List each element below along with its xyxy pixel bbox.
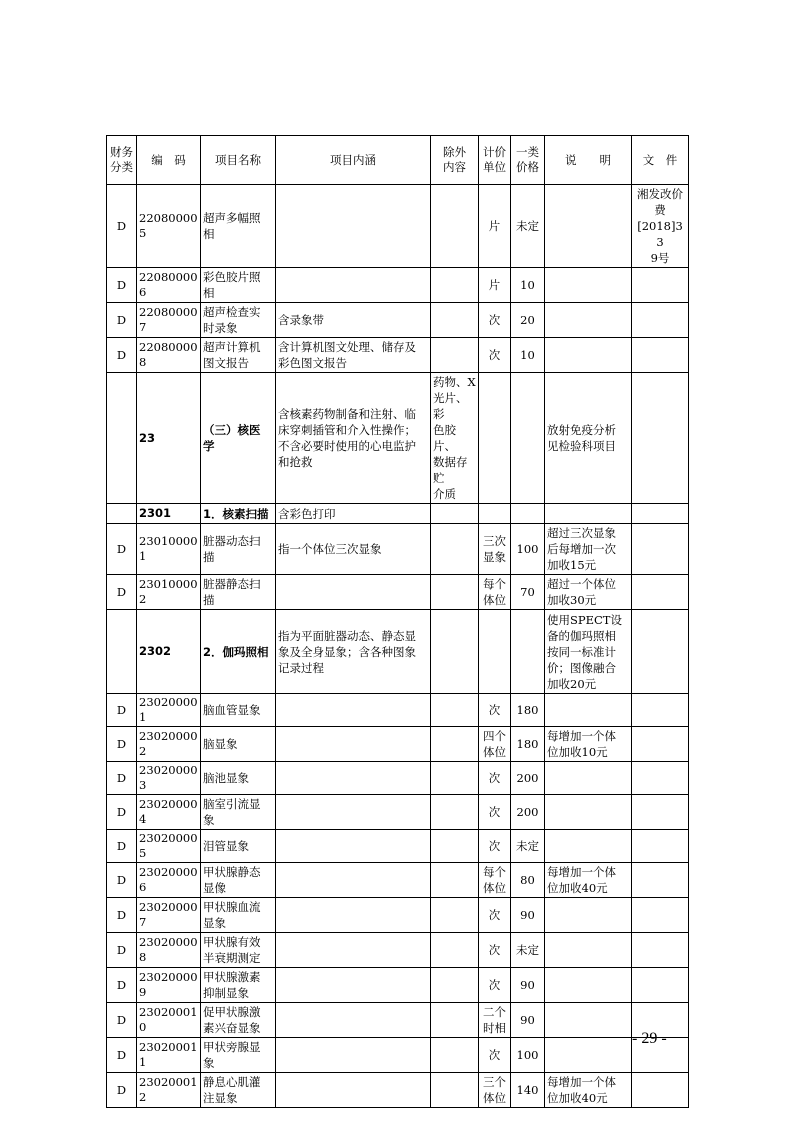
header-note: 说 明: [545, 136, 632, 185]
cell-content: [276, 1038, 431, 1073]
cell-name: 超声多幅照 相: [201, 185, 276, 268]
cell-code: 230100002: [137, 575, 201, 610]
table-row: [107, 968, 689, 1003]
cell-price: 200: [511, 762, 545, 795]
table-row: [107, 185, 689, 268]
header-excluded: 除外 内容: [431, 136, 479, 185]
table-row: [107, 504, 689, 524]
cell-category: D: [107, 338, 137, 373]
cell-note: [545, 504, 632, 524]
cell-document: [632, 694, 689, 727]
cell-price: 140: [511, 1073, 545, 1108]
cell-excluded: [431, 1073, 479, 1108]
table-row: [107, 1038, 689, 1073]
cell-document: [632, 373, 689, 504]
cell-category: D: [107, 1073, 137, 1108]
cell-document: [632, 830, 689, 863]
cell-document: [632, 762, 689, 795]
cell-price: 未定: [511, 185, 545, 268]
cell-document: [632, 524, 689, 575]
cell-note: [545, 268, 632, 303]
cell-name: 脑室引流显 象: [201, 795, 276, 830]
cell-code: 220800008: [137, 338, 201, 373]
cell-unit: 三次 显象: [479, 524, 511, 575]
cell-document: [632, 575, 689, 610]
cell-price: 180: [511, 727, 545, 762]
cell-code: 230200002: [137, 727, 201, 762]
cell-note: [545, 694, 632, 727]
cell-code: 230200008: [137, 933, 201, 968]
table-row: [107, 795, 689, 830]
cell-code: 230200010: [137, 1003, 201, 1038]
cell-note: [545, 795, 632, 830]
cell-category: D: [107, 268, 137, 303]
cell-name: 甲状旁腺显 象: [201, 1038, 276, 1073]
cell-name: 甲状腺静态 显像: [201, 863, 276, 898]
cell-content: [276, 268, 431, 303]
cell-excluded: [431, 575, 479, 610]
cell-category: D: [107, 968, 137, 1003]
cell-name: 甲状腺血流 显象: [201, 898, 276, 933]
cell-note: [545, 338, 632, 373]
cell-price: 未定: [511, 933, 545, 968]
cell-category: [107, 373, 137, 504]
cell-unit: 次: [479, 1038, 511, 1073]
table-row: [107, 575, 689, 610]
cell-unit: 四个 体位: [479, 727, 511, 762]
cell-code: 230100001: [137, 524, 201, 575]
cell-code: 230200001: [137, 694, 201, 727]
cell-note: [545, 1038, 632, 1073]
cell-unit: 次: [479, 830, 511, 863]
cell-price: 10: [511, 338, 545, 373]
cell-note: 每增加一个体 位加收40元: [545, 1073, 632, 1108]
cell-code: 220800005: [137, 185, 201, 268]
cell-name: 促甲状腺激 素兴奋显象: [201, 1003, 276, 1038]
cell-unit: 三个 体位: [479, 1073, 511, 1108]
cell-unit: 次: [479, 338, 511, 373]
cell-note: [545, 968, 632, 1003]
table-row: [107, 610, 689, 694]
table-body: [107, 185, 689, 1108]
cell-document: [632, 338, 689, 373]
cell-price: [511, 610, 545, 694]
cell-content: [276, 185, 431, 268]
cell-name: 彩色胶片照 相: [201, 268, 276, 303]
cell-excluded: [431, 338, 479, 373]
cell-content: [276, 694, 431, 727]
header-category: 财务 分类: [107, 136, 137, 185]
cell-unit: 次: [479, 694, 511, 727]
cell-price: 90: [511, 1003, 545, 1038]
cell-content: [276, 898, 431, 933]
cell-excluded: [431, 762, 479, 795]
cell-name: 脑池显象: [201, 762, 276, 795]
table-row: [107, 863, 689, 898]
cell-excluded: [431, 933, 479, 968]
cell-price: [511, 373, 545, 504]
cell-content: [276, 795, 431, 830]
cell-excluded: [431, 795, 479, 830]
cell-excluded: [431, 610, 479, 694]
cell-category: [107, 610, 137, 694]
cell-category: D: [107, 762, 137, 795]
cell-price: 100: [511, 1038, 545, 1073]
cell-code: 230200004: [137, 795, 201, 830]
table-row: [107, 762, 689, 795]
cell-content: 含核素药物制备和注射、临 床穿刺插管和介入性操作； 不含必要时使用的心电监护 和抢救: [276, 373, 431, 504]
cell-code: 230200006: [137, 863, 201, 898]
cell-note: 超过一个体位 加收30元: [545, 575, 632, 610]
cell-content: [276, 830, 431, 863]
header-unit: 计价 单位: [479, 136, 511, 185]
cell-unit: [479, 504, 511, 524]
cell-name: 1．核素扫描: [201, 504, 276, 524]
cell-excluded: [431, 898, 479, 933]
cell-note: [545, 762, 632, 795]
cell-code: 220800007: [137, 303, 201, 338]
cell-code: 230200005: [137, 830, 201, 863]
header-content: 项目内涵: [276, 136, 431, 185]
cell-category: D: [107, 933, 137, 968]
cell-note: 每增加一个体 位加收40元: [545, 863, 632, 898]
cell-excluded: [431, 727, 479, 762]
cell-name: 脏器动态扫 描: [201, 524, 276, 575]
cell-name: 脑血管显象: [201, 694, 276, 727]
cell-code: 220800006: [137, 268, 201, 303]
cell-excluded: [431, 268, 479, 303]
cell-name: 脑显象: [201, 727, 276, 762]
table-row: [107, 303, 689, 338]
table-row: [107, 1003, 689, 1038]
cell-category: D: [107, 575, 137, 610]
cell-code: 230200012: [137, 1073, 201, 1108]
cell-price: 10: [511, 268, 545, 303]
cell-excluded: [431, 504, 479, 524]
cell-content: 指一个体位三次显象: [276, 524, 431, 575]
cell-name: （三）核医 学: [201, 373, 276, 504]
cell-note: [545, 303, 632, 338]
cell-document: [632, 795, 689, 830]
table-row: [107, 1073, 689, 1108]
cell-unit: 次: [479, 795, 511, 830]
page-number: - 29 -: [632, 1030, 667, 1047]
cell-excluded: [431, 1038, 479, 1073]
table-row: [107, 338, 689, 373]
cell-document: 湘发改价 费 [2018]33 9号: [632, 185, 689, 268]
cell-excluded: [431, 524, 479, 575]
table-row: [107, 727, 689, 762]
cell-content: [276, 727, 431, 762]
cell-excluded: 药物、X 光片、彩 色胶片、 数据存贮 介质: [431, 373, 479, 504]
cell-unit: [479, 373, 511, 504]
cell-category: D: [107, 863, 137, 898]
cell-unit: 次: [479, 968, 511, 1003]
cell-price: 90: [511, 898, 545, 933]
cell-price: 90: [511, 968, 545, 1003]
cell-content: [276, 968, 431, 1003]
cell-code: 2302: [137, 610, 201, 694]
cell-note: 使用SPECT设 备的伽玛照相 按同一标准计 价；图像融合 加收20元: [545, 610, 632, 694]
cell-unit: 每个 体位: [479, 575, 511, 610]
cell-category: D: [107, 694, 137, 727]
cell-document: [632, 727, 689, 762]
cell-document: [632, 504, 689, 524]
cell-content: 含彩色打印: [276, 504, 431, 524]
cell-name: 2．伽玛照相: [201, 610, 276, 694]
cell-content: [276, 762, 431, 795]
cell-price: 100: [511, 524, 545, 575]
cell-category: D: [107, 524, 137, 575]
cell-unit: 次: [479, 303, 511, 338]
cell-content: [276, 1003, 431, 1038]
cell-name: 脏器静态扫 描: [201, 575, 276, 610]
cell-unit: 次: [479, 933, 511, 968]
cell-name: 超声计算机 图文报告: [201, 338, 276, 373]
cell-unit: [479, 610, 511, 694]
cell-code: 230200009: [137, 968, 201, 1003]
cell-excluded: [431, 863, 479, 898]
table-row: [107, 524, 689, 575]
cell-price: 80: [511, 863, 545, 898]
cell-price: 200: [511, 795, 545, 830]
fee-table: [106, 135, 689, 1108]
cell-name: 甲状腺激素 抑制显象: [201, 968, 276, 1003]
cell-code: 230200007: [137, 898, 201, 933]
header-code: 编 码: [137, 136, 201, 185]
cell-category: D: [107, 1038, 137, 1073]
header-name: 项目名称: [201, 136, 276, 185]
cell-category: [107, 504, 137, 524]
cell-note: [545, 1003, 632, 1038]
table-row: [107, 933, 689, 968]
cell-note: 每增加一个体 位加收10元: [545, 727, 632, 762]
cell-note: 超过三次显象 后每增加一次 加收15元: [545, 524, 632, 575]
cell-content: [276, 933, 431, 968]
cell-note: 放射免疫分析 见检验科项目: [545, 373, 632, 504]
cell-price: [511, 504, 545, 524]
cell-excluded: [431, 303, 479, 338]
table-header-row: [107, 136, 689, 185]
header-document: 文 件: [632, 136, 689, 185]
cell-unit: 次: [479, 898, 511, 933]
cell-excluded: [431, 185, 479, 268]
cell-name: 静息心肌灌 注显象: [201, 1073, 276, 1108]
cell-code: 230200011: [137, 1038, 201, 1073]
cell-note: [545, 830, 632, 863]
cell-category: D: [107, 830, 137, 863]
cell-category: D: [107, 303, 137, 338]
cell-content: [276, 863, 431, 898]
cell-category: D: [107, 185, 137, 268]
cell-category: D: [107, 727, 137, 762]
cell-unit: 每个 体位: [479, 863, 511, 898]
cell-document: [632, 863, 689, 898]
table-row: [107, 268, 689, 303]
cell-document: [632, 933, 689, 968]
cell-content: 指为平面脏器动态、静态显 象及全身显象；含各种图象 记录过程: [276, 610, 431, 694]
table-row: [107, 898, 689, 933]
cell-category: D: [107, 1003, 137, 1038]
cell-price: 20: [511, 303, 545, 338]
cell-excluded: [431, 830, 479, 863]
cell-document: [632, 610, 689, 694]
cell-price: 180: [511, 694, 545, 727]
cell-document: [632, 1073, 689, 1108]
cell-category: D: [107, 795, 137, 830]
table-row: [107, 830, 689, 863]
header-price: 一类 价格: [511, 136, 545, 185]
cell-content: [276, 1073, 431, 1108]
cell-excluded: [431, 694, 479, 727]
cell-code: 230200003: [137, 762, 201, 795]
cell-name: 超声检查实 时录象: [201, 303, 276, 338]
cell-name: 甲状腺有效 半衰期测定: [201, 933, 276, 968]
cell-unit: 二个 时相: [479, 1003, 511, 1038]
cell-content: 含计算机图文处理、储存及 彩色图文报告: [276, 338, 431, 373]
cell-document: [632, 303, 689, 338]
cell-unit: 片: [479, 185, 511, 268]
cell-document: [632, 968, 689, 1003]
cell-document: [632, 898, 689, 933]
table-row: [107, 373, 689, 504]
cell-unit: 片: [479, 268, 511, 303]
cell-excluded: [431, 968, 479, 1003]
cell-category: D: [107, 898, 137, 933]
cell-price: 未定: [511, 830, 545, 863]
cell-code: 2301: [137, 504, 201, 524]
cell-unit: 次: [479, 762, 511, 795]
cell-content: [276, 575, 431, 610]
cell-note: [545, 933, 632, 968]
cell-content: 含录象带: [276, 303, 431, 338]
cell-excluded: [431, 1003, 479, 1038]
cell-note: [545, 185, 632, 268]
cell-price: 70: [511, 575, 545, 610]
cell-code: 23: [137, 373, 201, 504]
cell-document: [632, 268, 689, 303]
table-row: [107, 694, 689, 727]
cell-name: 泪管显象: [201, 830, 276, 863]
cell-note: [545, 898, 632, 933]
